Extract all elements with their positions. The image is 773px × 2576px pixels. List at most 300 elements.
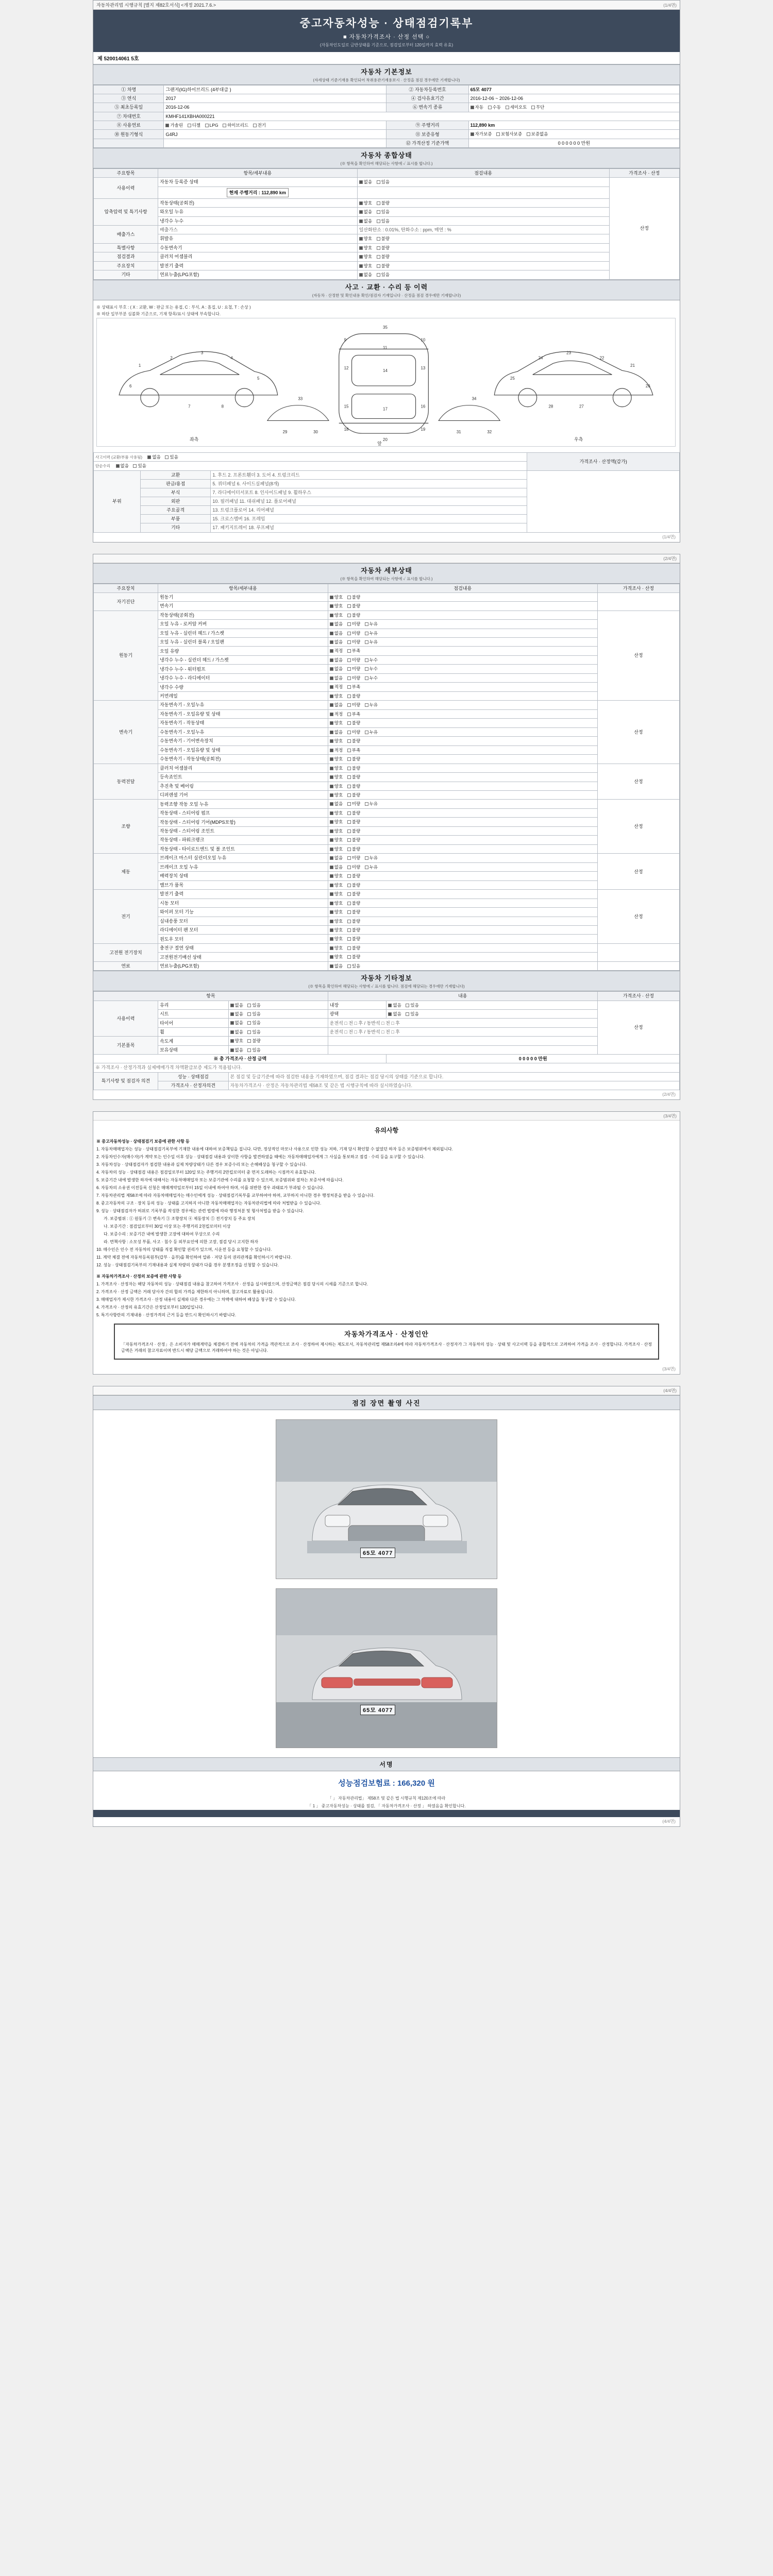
checkbox-icon[interactable] — [253, 124, 257, 127]
table-row — [94, 844, 680, 853]
checkbox-icon[interactable] — [330, 649, 333, 653]
price-adjust-cell: 산정 — [597, 890, 679, 944]
notice-part1-title: ※ 중고자동차성능 · 상태점검기 보증에 관한 사항 등 — [96, 1139, 190, 1144]
checkbox-icon[interactable] — [330, 920, 333, 923]
checkbox-icon[interactable] — [347, 721, 351, 725]
basic-info-table — [93, 85, 680, 148]
checkbox-icon[interactable] — [347, 667, 351, 671]
checkbox-icon[interactable] — [365, 640, 368, 644]
accident-history-row[interactable] — [94, 452, 527, 461]
checkbox-icon[interactable] — [347, 649, 351, 653]
other-info-table — [93, 991, 680, 1090]
page-indicator: (4/4면) — [663, 1387, 677, 1393]
checkbox-icon[interactable] — [330, 937, 333, 941]
checkbox-icon[interactable] — [230, 1030, 234, 1034]
option-label: 양호 — [363, 236, 373, 242]
checkbox-icon[interactable] — [347, 866, 351, 869]
photo-rear[interactable] — [276, 1588, 497, 1748]
detail-item-options[interactable] — [328, 592, 597, 601]
checkbox-icon[interactable] — [347, 838, 351, 842]
checkbox-icon[interactable] — [147, 455, 151, 459]
checkbox-icon[interactable] — [347, 713, 351, 716]
other-item-options[interactable] — [228, 1045, 328, 1054]
detail-item-options[interactable] — [328, 844, 597, 853]
overall-empty — [357, 187, 609, 198]
checkbox-icon[interactable] — [247, 1012, 251, 1016]
checkbox-icon[interactable] — [330, 866, 333, 869]
checkbox-icon[interactable] — [347, 739, 351, 743]
detail-item-label: 오일 유량 — [158, 647, 328, 655]
notice-part2-title: ※ 자동차가격조사 · 산정의 보증에 관한 사항 등 — [96, 1274, 182, 1279]
checkbox-icon[interactable] — [388, 1012, 392, 1016]
checkbox-icon[interactable] — [133, 464, 137, 468]
overall-item-options[interactable] — [357, 252, 609, 261]
detail-item-options[interactable] — [328, 872, 597, 880]
checkbox-icon[interactable] — [377, 210, 380, 214]
detail-item-options[interactable] — [328, 899, 597, 907]
checkbox-icon[interactable] — [330, 829, 333, 833]
basic-label: ⑪ 보증유형 — [386, 130, 468, 139]
checkbox-icon[interactable] — [330, 721, 333, 725]
checkbox-icon[interactable] — [365, 676, 368, 680]
detail-item-options[interactable] — [328, 701, 597, 709]
sheet-header-strip — [93, 1386, 680, 1395]
detail-item-options[interactable] — [328, 629, 597, 637]
detail-item-options[interactable] — [328, 862, 597, 871]
option-label: 무단 — [535, 105, 545, 110]
detail-item-options[interactable] — [328, 782, 597, 790]
svg-text:35: 35 — [383, 325, 388, 330]
detail-item-options[interactable] — [328, 727, 597, 736]
checkbox-icon[interactable] — [330, 838, 333, 842]
other-item-options[interactable] — [228, 1027, 328, 1036]
checkbox-icon[interactable] — [330, 964, 333, 968]
checkbox-icon[interactable] — [347, 848, 351, 851]
checkbox-icon[interactable] — [330, 811, 333, 815]
detail-item-label: 작동상태 - 스티어링 조인트 — [158, 826, 328, 835]
remarks-row-value: 본 점검 및 등급기준에 따라 점검한 내용을 기재하였으며, 점검 결과는 점검 당시의 상태를 기준으로 합니다. — [228, 1072, 680, 1081]
table-row — [94, 130, 680, 139]
checkbox-icon[interactable] — [347, 946, 351, 950]
price-survey-box-title: 자동차가격조사 · 산정인안 — [344, 1330, 429, 1338]
table-row — [94, 880, 680, 889]
checkbox-icon[interactable] — [406, 1012, 409, 1016]
detail-item-options[interactable] — [328, 655, 597, 664]
checkbox-icon[interactable] — [347, 874, 351, 878]
option-label: 양호 — [363, 254, 373, 260]
detail-item-options[interactable] — [328, 764, 597, 772]
checkbox-icon[interactable] — [388, 1004, 392, 1007]
overall-item-options[interactable] — [357, 178, 609, 187]
overall-item-options[interactable] — [357, 216, 609, 225]
checkbox-icon[interactable] — [330, 775, 333, 779]
fuel-options[interactable] — [164, 121, 386, 129]
detail-item-options[interactable] — [328, 683, 597, 691]
checkbox-icon[interactable] — [365, 866, 368, 869]
option-label: 양호 — [334, 873, 343, 879]
option-label: 양호 — [334, 774, 343, 780]
option-label: 부족 — [351, 648, 361, 654]
detail-item-options[interactable] — [328, 953, 597, 961]
overall-item-options[interactable] — [357, 208, 609, 216]
overall-item-label: 자동차 등록증 상태 — [158, 178, 358, 187]
checkbox-icon[interactable] — [359, 255, 363, 259]
detail-item-options[interactable] — [328, 602, 597, 611]
checkbox-icon[interactable] — [330, 667, 333, 671]
checkbox-icon[interactable] — [247, 1004, 251, 1007]
checkbox-icon[interactable] — [359, 210, 363, 214]
checkbox-icon[interactable] — [330, 892, 333, 896]
checkbox-icon[interactable] — [347, 892, 351, 896]
checkbox-icon[interactable] — [347, 694, 351, 698]
other-item-options[interactable] — [228, 1019, 328, 1027]
checkbox-icon[interactable] — [330, 604, 333, 608]
page-footer: (2/4면) — [662, 1091, 676, 1097]
checkbox-icon[interactable] — [330, 856, 333, 860]
checkbox-icon[interactable] — [330, 946, 333, 950]
checkbox-icon[interactable] — [230, 1012, 234, 1016]
table-row — [94, 629, 680, 637]
checkbox-icon[interactable] — [330, 820, 333, 824]
checkbox-icon[interactable] — [531, 106, 535, 109]
checkbox-icon[interactable] — [347, 910, 351, 914]
detail-item-options[interactable] — [328, 926, 597, 935]
checkbox-icon[interactable] — [347, 802, 351, 806]
option-label: 양호 — [334, 936, 343, 942]
checkbox-icon[interactable] — [347, 658, 351, 662]
checkbox-icon[interactable] — [347, 632, 351, 635]
detail-group-label: 원동기 — [94, 611, 158, 701]
checkbox-icon[interactable] — [365, 632, 368, 635]
table-row — [94, 890, 680, 899]
other-item-options[interactable] — [228, 1037, 328, 1045]
checkbox-icon[interactable] — [406, 1004, 409, 1007]
checkbox-icon[interactable] — [330, 614, 333, 617]
detail-item-options[interactable] — [328, 773, 597, 782]
detail-item-options[interactable] — [328, 673, 597, 682]
detail-group-label: 조향 — [94, 800, 158, 854]
checkbox-icon[interactable] — [330, 640, 333, 644]
checkbox-icon[interactable] — [330, 767, 333, 770]
notice-title: 유의사항 — [374, 1126, 399, 1134]
option-label: 누유 — [369, 855, 378, 861]
checkbox-icon[interactable] — [527, 132, 530, 136]
other-item-options[interactable] — [228, 1009, 328, 1018]
overall-group-label: 점검결과 — [94, 252, 158, 261]
option-label: 적정 — [334, 711, 343, 717]
checkbox-icon[interactable] — [365, 856, 368, 860]
overall-item-options[interactable] — [357, 234, 609, 243]
checkbox-icon[interactable] — [365, 703, 368, 707]
option-label: 없음 — [334, 639, 343, 645]
checkbox-icon[interactable] — [330, 902, 333, 905]
checkbox-icon[interactable] — [347, 640, 351, 644]
overall-group-label: 주요장치 — [94, 261, 158, 270]
table-row — [94, 1027, 680, 1036]
checkbox-icon[interactable] — [347, 685, 351, 689]
detail-item-options[interactable] — [328, 880, 597, 889]
checkbox-icon[interactable] — [347, 829, 351, 833]
svg-text:34: 34 — [472, 396, 477, 401]
checkbox-icon[interactable] — [330, 739, 333, 743]
checkbox-icon[interactable] — [359, 237, 363, 241]
checkbox-icon[interactable] — [165, 124, 169, 127]
detail-item-options[interactable] — [328, 719, 597, 727]
section-header-accident — [93, 280, 680, 300]
checkbox-icon[interactable] — [165, 455, 169, 459]
checkbox-icon[interactable] — [330, 874, 333, 878]
mileage-box — [158, 187, 358, 198]
detail-item-options[interactable] — [328, 790, 597, 799]
checkbox-icon[interactable] — [365, 667, 368, 671]
overall-item-options[interactable] — [357, 270, 609, 279]
other-item-label: 휠 — [158, 1027, 228, 1036]
checkbox-icon[interactable] — [347, 811, 351, 815]
checkbox-icon[interactable] — [365, 658, 368, 662]
detail-item-label: 고전원전기배선 상태 — [158, 953, 328, 961]
checkbox-icon[interactable] — [347, 767, 351, 770]
checkbox-icon[interactable] — [347, 731, 351, 734]
detail-item-options[interactable] — [328, 647, 597, 655]
checkbox-icon[interactable] — [330, 793, 333, 797]
overall-item-options[interactable] — [357, 261, 609, 270]
checkbox-icon[interactable] — [116, 464, 120, 468]
option-label: 가솔린 — [170, 122, 183, 128]
checkbox-icon[interactable] — [377, 237, 380, 241]
table-row — [94, 1001, 680, 1009]
table-row — [94, 727, 680, 736]
detail-item-options[interactable] — [328, 890, 597, 899]
checkbox-icon[interactable] — [359, 201, 363, 205]
wheel-position-options[interactable]: 운전석 □ 전 □ 후 / 동반석 □ 전 □ 후 — [328, 1027, 597, 1036]
col-header: 점검내용 — [357, 168, 609, 177]
checkbox-icon[interactable] — [488, 106, 492, 109]
option-label: 불량 — [351, 837, 361, 843]
warranty-options[interactable] — [468, 130, 679, 139]
checkbox-icon[interactable] — [377, 201, 380, 205]
overall-item-label: 수동변속기 — [158, 243, 358, 252]
table-row — [94, 270, 680, 279]
checkbox-icon[interactable] — [247, 1030, 251, 1034]
detail-item-options[interactable] — [328, 935, 597, 943]
checkbox-icon[interactable] — [347, 937, 351, 941]
basic-label: ① 차명 — [94, 86, 164, 94]
checkbox-icon[interactable] — [365, 622, 368, 626]
checkbox-icon[interactable] — [347, 676, 351, 680]
checkbox-icon[interactable] — [470, 106, 474, 109]
checkbox-icon[interactable] — [347, 757, 351, 761]
checkbox-icon[interactable] — [330, 757, 333, 761]
option-label: 없음 — [393, 1002, 401, 1008]
checkbox-icon[interactable] — [347, 596, 351, 599]
other-item-options[interactable] — [228, 1001, 328, 1009]
checkbox-icon[interactable] — [347, 856, 351, 860]
section-title-overall: 자동차 종합상태 — [361, 151, 412, 159]
checkbox-icon[interactable] — [347, 928, 351, 932]
car-damage-diagram[interactable] — [96, 318, 676, 447]
checkbox-icon[interactable] — [347, 964, 351, 968]
checkbox-icon[interactable] — [330, 848, 333, 851]
checkbox-icon[interactable] — [377, 246, 380, 250]
option-label: 불량 — [351, 828, 361, 834]
section-header-other — [93, 971, 680, 991]
detail-item-options[interactable] — [328, 709, 597, 718]
checkbox-icon[interactable] — [223, 124, 226, 127]
option-label: 불량 — [381, 200, 390, 206]
detail-item-options[interactable] — [328, 620, 597, 629]
checkbox-icon[interactable] — [330, 731, 333, 734]
detail-item-options[interactable] — [328, 908, 597, 917]
checkbox-icon[interactable] — [470, 132, 474, 136]
checkbox-icon[interactable] — [330, 685, 333, 689]
option-label: 불량 — [351, 774, 361, 780]
checkbox-icon[interactable] — [347, 955, 351, 959]
option-label: 미량 — [351, 621, 361, 627]
checkbox-icon[interactable] — [359, 264, 363, 268]
checkbox-icon[interactable] — [359, 246, 363, 250]
option-label: 미량 — [351, 801, 361, 807]
checkbox-icon[interactable] — [330, 658, 333, 662]
option-label: 양호 — [334, 837, 343, 843]
detail-item-label: 오일 누유 - 실린더 블록 / 오일팬 — [158, 638, 328, 647]
tire-position-options[interactable]: 운전석 □ 전 □ 후 / 동반석 □ 전 □ 후 — [328, 1019, 597, 1027]
checkbox-icon[interactable] — [359, 219, 363, 223]
checkbox-icon[interactable] — [347, 703, 351, 707]
checkbox-icon[interactable] — [347, 749, 351, 752]
page-footer: (1/4면) — [662, 534, 676, 539]
checkbox-icon[interactable] — [347, 622, 351, 626]
svg-text:6: 6 — [129, 383, 132, 388]
detail-item-options[interactable] — [328, 691, 597, 700]
checkbox-icon[interactable] — [496, 132, 500, 136]
svg-text:8: 8 — [221, 404, 224, 409]
option-label: 불량 — [351, 900, 361, 906]
other-item-options[interactable] — [386, 1001, 597, 1009]
transmission-options[interactable] — [468, 103, 679, 112]
checkbox-icon[interactable] — [347, 884, 351, 887]
photo-front[interactable] — [276, 1419, 497, 1579]
option-label: 미량 — [351, 657, 361, 663]
checkbox-icon[interactable] — [359, 180, 363, 184]
checkbox-icon[interactable] — [377, 219, 380, 223]
detail-item-options[interactable] — [328, 818, 597, 826]
page-title: 중고자동차성능 · 상태점검기록부 — [299, 18, 474, 29]
checkbox-icon[interactable] — [330, 713, 333, 716]
checkbox-icon[interactable] — [377, 180, 380, 184]
checkbox-icon[interactable] — [330, 622, 333, 626]
checkbox-icon[interactable] — [330, 928, 333, 932]
detail-item-options[interactable] — [328, 665, 597, 673]
checkbox-icon[interactable] — [330, 703, 333, 707]
checkbox-icon[interactable] — [359, 273, 363, 277]
checkbox-icon[interactable] — [330, 749, 333, 752]
checkbox-icon[interactable] — [230, 1021, 234, 1025]
checkbox-icon[interactable] — [347, 820, 351, 824]
checkbox-icon[interactable] — [330, 802, 333, 806]
notice-subparagraph: 가. 보증범위 : ① 원동기 ② 변속기 ③ 조향장치 ④ 제동장치 ⑤ 전기장치 등 주요 장치 — [104, 1216, 256, 1221]
checkbox-icon[interactable] — [347, 785, 351, 788]
detail-item-options[interactable] — [328, 961, 597, 970]
detail-item-options[interactable] — [328, 638, 597, 647]
checkbox-icon[interactable] — [347, 604, 351, 608]
checkbox-icon[interactable] — [365, 802, 368, 806]
option-label: 누유 — [369, 630, 378, 636]
checkbox-icon[interactable] — [330, 596, 333, 599]
checkbox-icon[interactable] — [247, 1039, 251, 1043]
table-row — [94, 611, 680, 619]
checkbox-icon[interactable] — [230, 1048, 234, 1052]
notice-paragraph: 5. 특기사항란의 기재내용 · 산정가격의 근거 등을 반드시 확인하시기 바랍니다. — [96, 1312, 237, 1317]
checkbox-icon[interactable] — [230, 1039, 234, 1043]
checkbox-icon[interactable] — [347, 614, 351, 617]
checkbox-icon[interactable] — [347, 793, 351, 797]
checkbox-icon[interactable] — [330, 694, 333, 698]
detail-item-options[interactable] — [328, 943, 597, 952]
checkbox-icon[interactable] — [506, 106, 509, 109]
checkbox-icon[interactable] — [330, 955, 333, 959]
checkbox-icon[interactable] — [377, 273, 380, 277]
checkbox-icon[interactable] — [365, 731, 368, 734]
checkbox-icon[interactable] — [330, 632, 333, 635]
table-row — [94, 818, 680, 826]
detail-item-options[interactable] — [328, 745, 597, 754]
checkbox-icon[interactable] — [330, 676, 333, 680]
checkbox-icon[interactable] — [377, 255, 380, 259]
checkbox-icon[interactable] — [247, 1021, 251, 1025]
checkbox-icon[interactable] — [230, 1004, 234, 1007]
checkbox-icon[interactable] — [247, 1048, 251, 1052]
detail-item-options[interactable] — [328, 854, 597, 862]
exchange-row-label: 기타 — [140, 523, 210, 532]
basic-value: 2017 — [164, 94, 386, 103]
checkbox-icon[interactable] — [347, 920, 351, 923]
detail-item-options[interactable] — [328, 808, 597, 817]
checkbox-icon[interactable] — [330, 884, 333, 887]
overall-item-options[interactable] — [357, 243, 609, 252]
option-label: 양호 — [334, 828, 343, 834]
checkbox-icon[interactable] — [347, 775, 351, 779]
table-row — [94, 917, 680, 925]
detail-item-options[interactable] — [328, 800, 597, 808]
notice-paragraph: 1. 자동차매매업자는 성능 · 상태점검기록부에 기재한 내용에 대하여 보증책임을 집니다. 다만, 정상적인 마모나 사용으로 인한 성능 저하, 기재 당시 확인할 수 없었던 하자 등은 보증범위에서 제외됩니다. — [96, 1146, 453, 1151]
detail-item-options[interactable] — [328, 917, 597, 925]
checkbox-icon[interactable] — [377, 264, 380, 268]
detail-item-options[interactable] — [328, 611, 597, 619]
checkbox-icon[interactable] — [330, 910, 333, 914]
checkbox-icon[interactable] — [205, 124, 209, 127]
option-label: 누수 — [369, 666, 378, 672]
checkbox-icon[interactable] — [330, 785, 333, 788]
detail-item-label: 작동상태(공회전) — [158, 611, 328, 619]
checkbox-icon[interactable] — [188, 124, 191, 127]
other-item-options[interactable] — [386, 1009, 597, 1018]
detail-item-options[interactable] — [328, 755, 597, 764]
simple-repair-row[interactable] — [94, 462, 527, 470]
table-row — [94, 961, 680, 970]
table-row — [94, 1063, 680, 1072]
option-label: 불량 — [381, 254, 390, 260]
basic-label: ⑫ 가격산정 기준가액 — [386, 139, 468, 147]
overall-item-options[interactable] — [357, 198, 609, 207]
svg-text:1: 1 — [138, 363, 141, 368]
detail-item-options[interactable] — [328, 737, 597, 745]
detail-item-options[interactable] — [328, 826, 597, 835]
table-row — [94, 470, 680, 479]
svg-text:5: 5 — [257, 376, 260, 381]
option-label: 불량 — [351, 810, 361, 816]
checkbox-icon[interactable] — [347, 902, 351, 905]
detail-item-options[interactable] — [328, 836, 597, 844]
